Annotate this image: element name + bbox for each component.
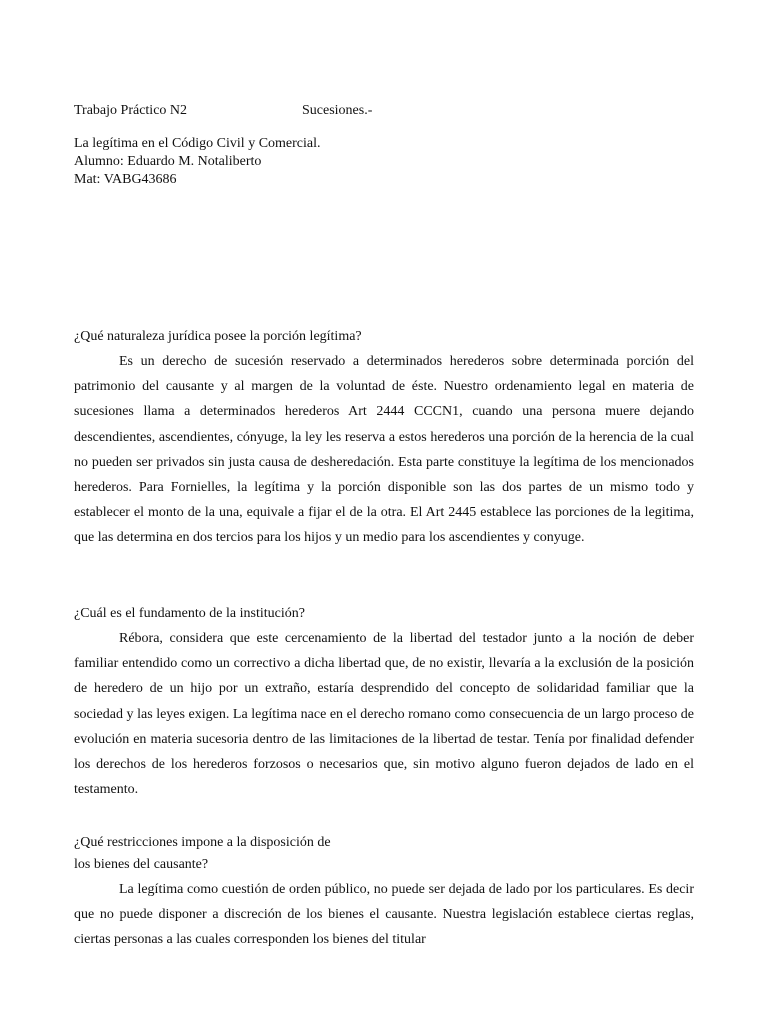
section-question-line-2: los bienes del causante? <box>74 857 209 872</box>
document-header <box>74 101 694 121</box>
student-id: Mat: VABG43686 <box>74 172 177 187</box>
subject-label: Sucesiones.- <box>302 103 373 118</box>
section-answer: Rébora, considera que este cercenamiento de la libertad del testador junto a la noción de deber familiar entendido como un correctivo a dicha libertad que, de no existir, llevaría a la exclusión de la posición de heredero de un hijo por un extraño, estaría desprendido del concepto de solidaridad familiar que la sociedad y las leyes exigen. La legítima nace en el derecho romano como consecuencia de un largo proceso de evolución en materia sucesoria dentro de las limitaciones de la libertad de testar. Tenía por finalidad defender los derechos de los herederos forzosos o necesarios que, sin motivo alguno fueron dejados de lado en el testamento. <box>74 631 694 798</box>
document-title: La legítima en el Código Civil y Comercial. <box>74 136 321 151</box>
section-question: ¿Cuál es el fundamento de la institución? <box>74 606 305 621</box>
section-foundation <box>74 604 694 802</box>
section-answer: La legítima como cuestión de orden público, no puede ser dejada de lado por los particulares. Es decir que no puede disponer a discreción de los bienes el causante. Nuestra legislación establece ciertas reglas, ciertas personas a las cuales corresponden los bienes del titular <box>74 882 694 948</box>
section-answer: Es un derecho de sucesión reservado a determinados herederos sobre determinada porción del patrimonio del causante y al margen de la voluntad de éste. Nuestro ordenamiento legal en materia de sucesiones llama a determinados herederos Art 2444 CCCN1, cuando una persona muere dejando descendientes, ascendientes, cónyuge, la ley les reserva a estos herederos una porción de la herencia de la cual no pueden ser privados sin justa causa de desheredación. Esta parte constituye la legítima de los mencionados herederos. Para Fornielles, la legítima y la porción disponible son las dos partes de un mismo todo y establecer el monto de la una, equivale a fijar el de la otra. El Art 2445 establece las porciones de la legitima, que las determina en dos tercios para los hijos y un medio para los ascendientes y conyuge. <box>74 354 694 546</box>
section-legal-nature <box>74 327 694 551</box>
assignment-label: Trabajo Práctico N2 <box>74 103 188 118</box>
document-meta <box>74 135 694 189</box>
section-question: ¿Qué naturaleza jurídica posee la porción legítima? <box>74 329 362 344</box>
student-name: Alumno: Eduardo M. Notaliberto <box>74 154 262 169</box>
document-page <box>74 101 694 948</box>
section-restrictions <box>74 831 694 953</box>
section-question-line-1: ¿Qué restricciones impone a la disposición de <box>74 835 331 850</box>
